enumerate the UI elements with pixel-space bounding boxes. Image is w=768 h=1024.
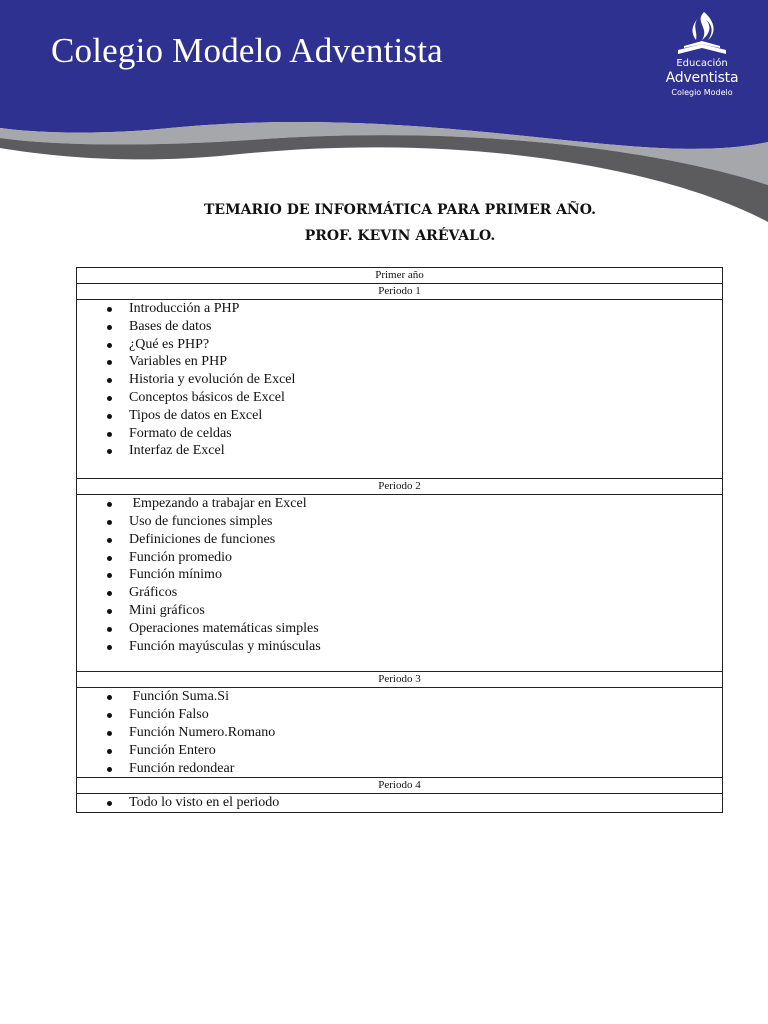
school-name: Colegio Modelo Adventista xyxy=(51,31,443,70)
topic-list xyxy=(77,688,722,777)
logo-text-educacion: Educación xyxy=(676,58,728,69)
period-header-row xyxy=(77,672,723,688)
list-item: Definiciones de funciones xyxy=(129,531,722,549)
period-1-header: Periodo 1 xyxy=(77,284,723,300)
list-item: Mini gráficos xyxy=(129,602,722,620)
list-item: Uso de funciones simples xyxy=(129,513,722,531)
period-4-topics xyxy=(77,794,723,813)
list-item: Función Falso xyxy=(129,706,722,724)
header-banner xyxy=(0,0,768,230)
topic-list xyxy=(77,495,722,671)
list-item: Conceptos básicos de Excel xyxy=(129,389,722,407)
list-item: Función Suma.Si xyxy=(129,688,722,706)
professor-name: PROF. KEVIN ARÉVALO. xyxy=(304,228,496,244)
logo-text-adventista: Adventista xyxy=(665,70,739,86)
list-item: Tipos de datos en Excel xyxy=(129,407,722,425)
list-item: Variables en PHP xyxy=(129,353,722,371)
period-header-row xyxy=(77,778,723,794)
list-item: Bases de datos xyxy=(129,318,722,336)
list-item: Todo lo visto en el periodo xyxy=(129,794,722,812)
list-item: Formato de celdas xyxy=(129,425,722,443)
year-row xyxy=(77,268,723,284)
list-item: Introducción a PHP xyxy=(129,300,722,318)
period-3-header: Periodo 3 xyxy=(77,672,723,688)
educacion-adventista-logo xyxy=(664,10,740,100)
period-topics-row xyxy=(77,688,723,778)
period-header-row xyxy=(77,284,723,300)
logo-text-colegio-modelo: Colegio Modelo xyxy=(671,88,733,97)
flame-book-icon xyxy=(674,10,730,58)
syllabus-table xyxy=(76,267,723,813)
list-item: Función mayúsculas y minúsculas xyxy=(129,638,722,656)
period-1-topics xyxy=(77,300,723,479)
period-2-topics xyxy=(77,495,723,672)
document-heading xyxy=(0,197,768,249)
list-item: Función mínimo xyxy=(129,566,722,584)
list-item: Función Numero.Romano xyxy=(129,724,722,742)
period-2-header: Periodo 2 xyxy=(77,479,723,495)
period-4-header: Periodo 4 xyxy=(77,778,723,794)
list-item: Historia y evolución de Excel xyxy=(129,371,722,389)
list-item: ¿Qué es PHP? xyxy=(129,336,722,354)
list-item: Gráficos xyxy=(129,584,722,602)
document-title: TEMARIO DE INFORMÁTICA PARA PRIMER AÑO. xyxy=(204,202,596,218)
topic-list xyxy=(77,300,722,478)
period-topics-row xyxy=(77,495,723,672)
list-item: Empezando a trabajar en Excel xyxy=(129,495,722,513)
topic-list xyxy=(77,794,722,812)
period-topics-row xyxy=(77,794,723,813)
period-header-row xyxy=(77,479,723,495)
list-item: Interfaz de Excel xyxy=(129,442,722,460)
list-item: Operaciones matemáticas simples xyxy=(129,620,722,638)
list-item: Función promedio xyxy=(129,549,722,567)
list-item: Función redondear xyxy=(129,760,722,778)
period-topics-row xyxy=(77,300,723,479)
list-item: Función Entero xyxy=(129,742,722,760)
year-header: Primer año xyxy=(77,268,723,284)
period-3-topics xyxy=(77,688,723,778)
